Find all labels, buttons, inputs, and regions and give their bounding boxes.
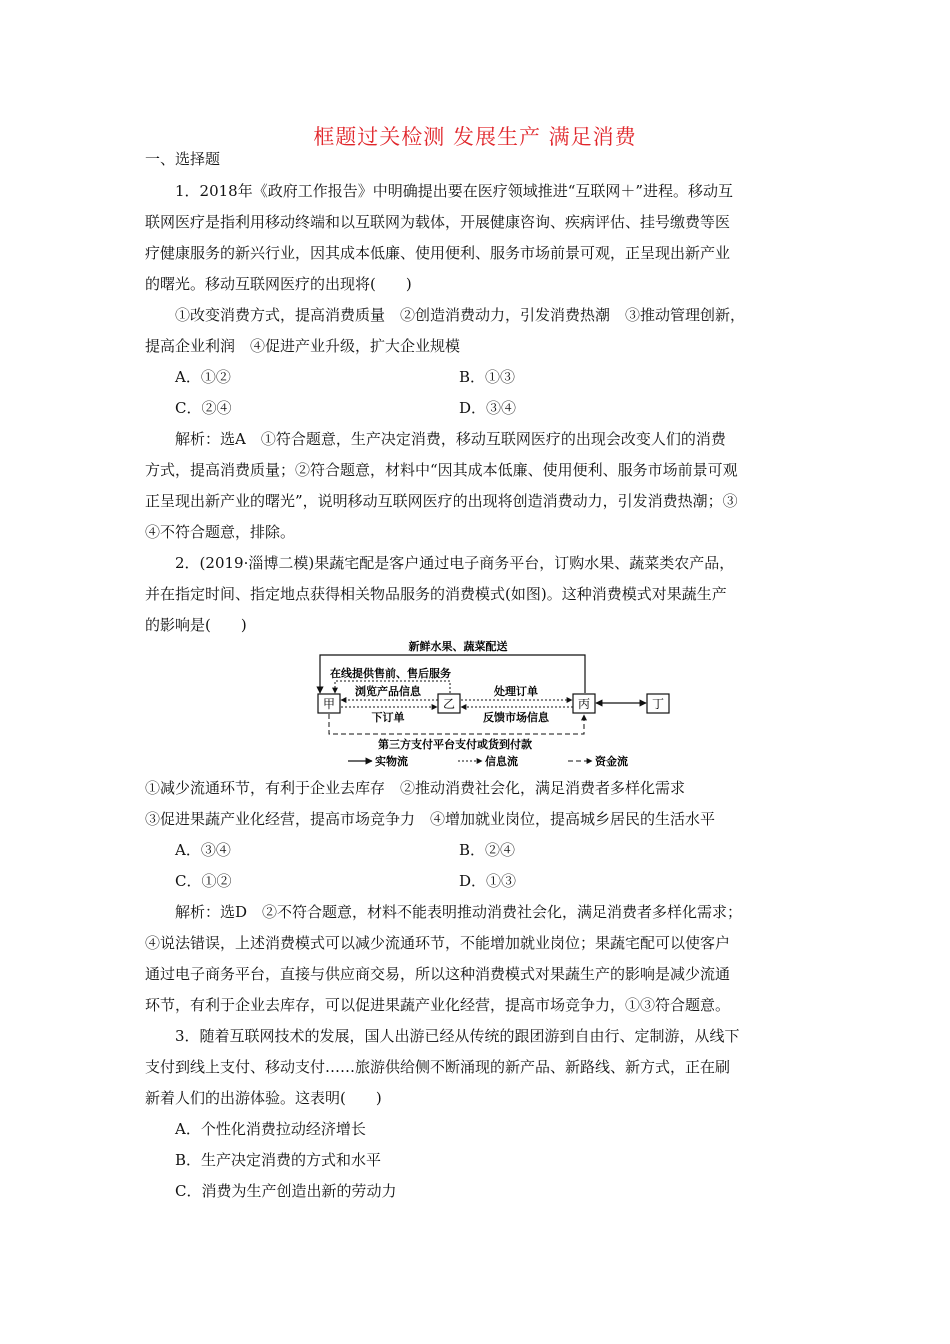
process-label: 处理订单 [494, 685, 538, 698]
q1-statement-line: 提高企业利润 ④促进产业升级，扩大企业规模 [145, 337, 461, 355]
q1-stem-line: 1．2018年《政府工作报告》中明确提出要在医疗领域推进“互联网＋”进程。移动互 [175, 182, 734, 200]
q1-option-a[interactable]: A．①② [175, 368, 231, 386]
q2-analysis-line: ④说法错误，上述消费模式可以减少流通环节，不能增加就业岗位；果蔬宅配可以使客户 [145, 934, 731, 952]
q2-analysis-line: 环节，有利于企业去库存，可以促进果蔬产业化经营，提高市场竞争力，①③符合题意。 [145, 996, 731, 1014]
q3-stem-line: 新着人们的出游体验。这表明( ) [145, 1089, 382, 1107]
q1-option-d[interactable]: D．③④ [459, 399, 517, 417]
q3-stem-line: 支付到线上支付、移动支付……旅游供给侧不断涌现的新产品、新路线、新方式，正在刷 [145, 1058, 731, 1076]
after-sales-label: 在线提供售前、售后服务 [330, 667, 451, 680]
q3-option-b[interactable]: B．生产决定消费的方式和水平 [175, 1151, 382, 1169]
node-ding: 丁 [651, 697, 665, 711]
q2-option-c[interactable]: C．①② [175, 872, 232, 890]
section-heading: 一、选择题 [145, 150, 221, 168]
node-yi: 乙 [442, 697, 456, 711]
order-label: 下订单 [371, 711, 405, 724]
q1-statement-line: ①改变消费方式，提高消费质量 ②创造消费动力，引发消费热潮 ③推动管理创新， [175, 306, 746, 324]
node-bing: 丙 [577, 697, 591, 711]
q2-option-a[interactable]: A．③④ [175, 841, 231, 859]
q3-stem-line: 3．随着互联网技术的发展，国人出游已经从传统的跟团游到自由行、定制游，从线下 [175, 1027, 740, 1045]
flow-diagram [308, 637, 678, 775]
q1-analysis-line: 正呈现出新产业的曙光”，说明移动互联网医疗的出现将创造消费动力，引发消费热潮；③ [145, 492, 738, 510]
q2-option-b[interactable]: B．②④ [459, 841, 516, 859]
legend-material: 实物流 [375, 755, 408, 768]
feedback-label: 反馈市场信息 [483, 711, 549, 724]
q2-option-d[interactable]: D．①③ [459, 872, 517, 890]
q2-statement-line: ①减少流通环节，有利于企业去库存 ②推动消费社会化，满足消费者多样化需求 [145, 779, 686, 797]
legend-capital: 资金流 [595, 755, 628, 768]
q2-analysis-line: 解析：选D ②不符合题意，材料不能表明推动消费社会化，满足消费者多样化需求； [175, 903, 743, 921]
q2-analysis-line: 通过电子商务平台，直接与供应商交易，所以这种消费模式对果蔬生产的影响是减少流通 [145, 965, 731, 983]
page-title: 框题过关检测 发展生产 满足消费 [313, 125, 637, 149]
delivery-label: 新鲜水果、蔬菜配送 [408, 640, 508, 653]
q1-option-c[interactable]: C．②④ [175, 399, 232, 417]
browse-label: 浏览产品信息 [355, 685, 421, 698]
legend-info: 信息流 [485, 755, 518, 768]
q1-stem-line: 联网医疗是指利用移动终端和以互联网为载体，开展健康咨询、疾病评估、挂号缴费等医 [145, 213, 731, 231]
q3-option-a[interactable]: A．个性化消费拉动经济增长 [175, 1120, 366, 1138]
q2-stem-line: 并在指定时间、指定地点获得相关物品服务的消费模式(如图)。这种消费模式对果蔬生产 [145, 585, 727, 603]
payment-label: 第三方支付平台支付或货到付款 [378, 738, 532, 751]
node-jia: 甲 [322, 697, 336, 711]
q2-stem-line: 的影响是( ) [145, 616, 247, 634]
q3-option-c[interactable]: C．消费为生产创造出新的劳动力 [175, 1182, 397, 1200]
q1-analysis-line: 解析：选A ①符合题意，生产决定消费，移动互联网医疗的出现会改变人们的消费 [175, 430, 726, 448]
q1-analysis-line: 方式，提高消费质量；②符合题意，材料中“因其成本低廉、使用便利、服务市场前景可观 [145, 461, 738, 479]
q1-stem-line: 的曙光。移动互联网医疗的出现将( ) [145, 275, 412, 293]
q1-option-b[interactable]: B．①③ [459, 368, 516, 386]
q1-stem-line: 疗健康服务的新兴行业，因其成本低廉、使用便利、服务市场前景可观，正呈现出新产业 [145, 244, 731, 262]
q1-analysis-line: ④不符合题意，排除。 [145, 523, 296, 541]
q2-stem-line: 2．(2019·淄博二模)果蔬宅配是客户通过电子商务平台，订购水果、蔬菜类农产品， [175, 554, 735, 572]
q2-statement-line: ③促进果蔬产业化经营，提高市场竞争力 ④增加就业岗位，提高城乡居民的生活水平 [145, 810, 716, 828]
